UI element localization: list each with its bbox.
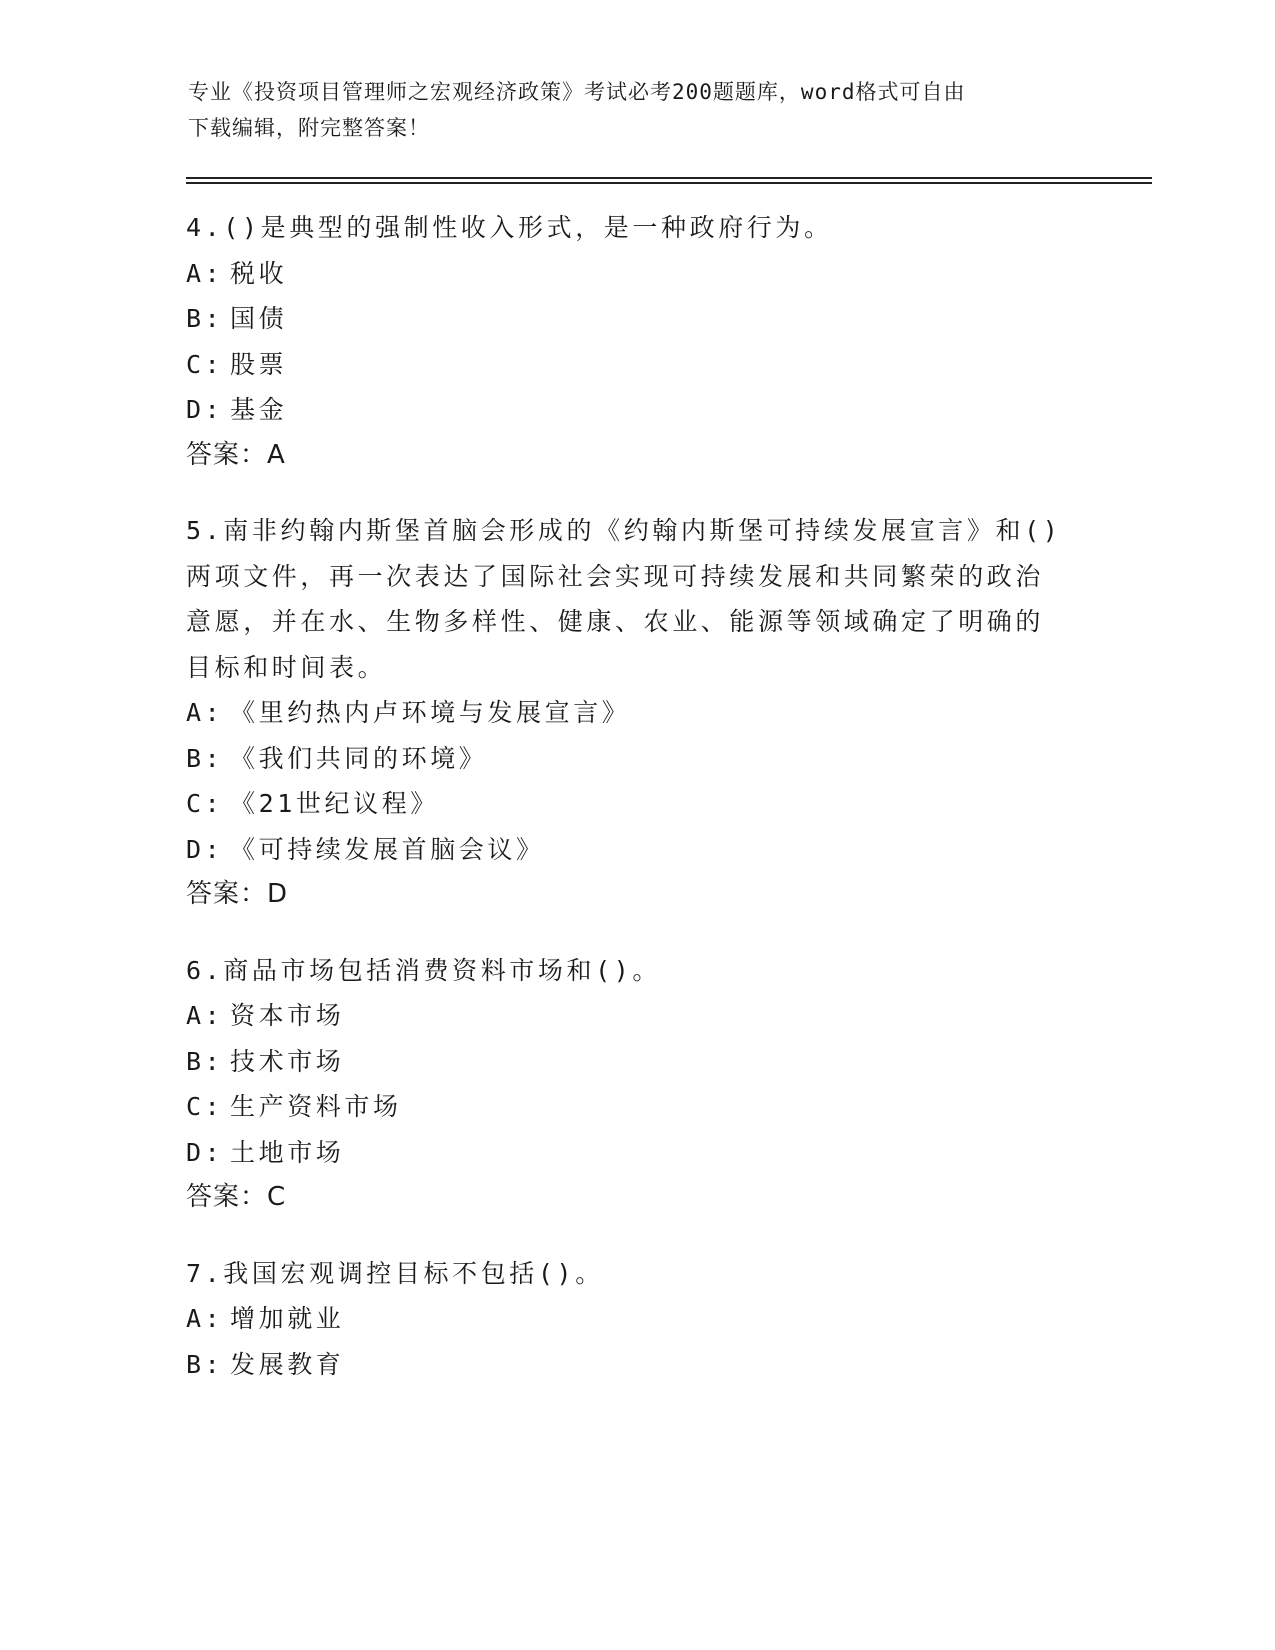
option-text: 《可持续发展首脑会议》 bbox=[230, 834, 545, 864]
option-text: 基金 bbox=[230, 395, 288, 424]
question-stem-line-1: 5.南非约翰内斯堡首脑会形成的《约翰内斯堡可持续发展宣言》和() bbox=[186, 516, 1062, 545]
option-a bbox=[186, 251, 1086, 297]
header-line-2: 下载编辑，附完整答案！ bbox=[188, 116, 430, 140]
option-a bbox=[186, 993, 1086, 1039]
option-text: 土地市场 bbox=[230, 1137, 345, 1167]
question-4 bbox=[186, 205, 1086, 478]
option-key: A: bbox=[186, 258, 224, 288]
document-header bbox=[188, 74, 1068, 146]
question-stem: 6.商品市场包括消费资料市场和()。 bbox=[186, 955, 662, 985]
option-key: B: bbox=[186, 1349, 224, 1379]
option-b bbox=[186, 1039, 1086, 1085]
option-c bbox=[186, 342, 1086, 388]
option-c bbox=[186, 781, 1086, 827]
question-stem: 4.()是典型的强制性收入形式，是一种政府行为。 bbox=[186, 213, 833, 242]
option-b bbox=[186, 296, 1086, 342]
option-text: 增加就业 bbox=[230, 1304, 345, 1333]
option-text: 《我们共同的环境》 bbox=[230, 743, 488, 773]
question-stem-line-3: 意愿，并在水、生物多样性、健康、农业、能源等领域确定了明确的 bbox=[186, 607, 1045, 636]
option-d bbox=[186, 827, 1086, 873]
option-text: 《21世纪议程》 bbox=[230, 789, 439, 818]
option-key: B: bbox=[186, 743, 224, 773]
option-key: C: bbox=[186, 1092, 224, 1121]
answer-text: 答案：A bbox=[186, 439, 286, 470]
question-6 bbox=[186, 948, 1086, 1221]
option-c bbox=[186, 1084, 1086, 1130]
option-key: D: bbox=[186, 1137, 224, 1167]
option-d bbox=[186, 1130, 1086, 1176]
question-stem-line-2: 两项文件，再一次表达了国际社会实现可持续发展和共同繁荣的政治 bbox=[186, 561, 1045, 591]
option-text: 发展教育 bbox=[230, 1349, 345, 1379]
option-text: 资本市场 bbox=[230, 1001, 345, 1030]
question-7 bbox=[186, 1251, 1086, 1388]
header-divider-top bbox=[186, 177, 1152, 179]
option-text: 国债 bbox=[230, 304, 288, 333]
option-b bbox=[186, 736, 1086, 782]
header-line-1: 专业《投资项目管理师之宏观经济政策》考试必考200题题库，word格式可自由 bbox=[188, 80, 966, 104]
option-text: 税收 bbox=[230, 258, 288, 288]
question-5 bbox=[186, 508, 1086, 918]
option-text: 股票 bbox=[230, 349, 288, 379]
option-b bbox=[186, 1342, 1086, 1388]
option-key: A: bbox=[186, 698, 224, 727]
option-key: C: bbox=[186, 349, 224, 379]
option-key: C: bbox=[186, 789, 224, 818]
option-text: 《里约热内卢环境与发展宣言》 bbox=[230, 698, 631, 727]
question-stem-line-4: 目标和时间表。 bbox=[186, 652, 387, 682]
question-list bbox=[186, 205, 1086, 1417]
question-stem: 7.我国宏观调控目标不包括()。 bbox=[186, 1258, 604, 1288]
option-key: B: bbox=[186, 304, 224, 333]
option-key: D: bbox=[186, 395, 224, 424]
header-divider-bottom bbox=[186, 182, 1152, 184]
option-a bbox=[186, 1296, 1086, 1342]
option-d bbox=[186, 387, 1086, 433]
answer-text: 答案：D bbox=[186, 879, 289, 909]
option-text: 生产资料市场 bbox=[230, 1092, 402, 1121]
option-key: D: bbox=[186, 834, 224, 864]
option-a bbox=[186, 690, 1086, 736]
answer-text: 答案：C bbox=[186, 1182, 287, 1212]
option-key: B: bbox=[186, 1046, 224, 1076]
option-key: A: bbox=[186, 1304, 224, 1333]
option-key: A: bbox=[186, 1001, 224, 1030]
option-text: 技术市场 bbox=[230, 1046, 345, 1076]
